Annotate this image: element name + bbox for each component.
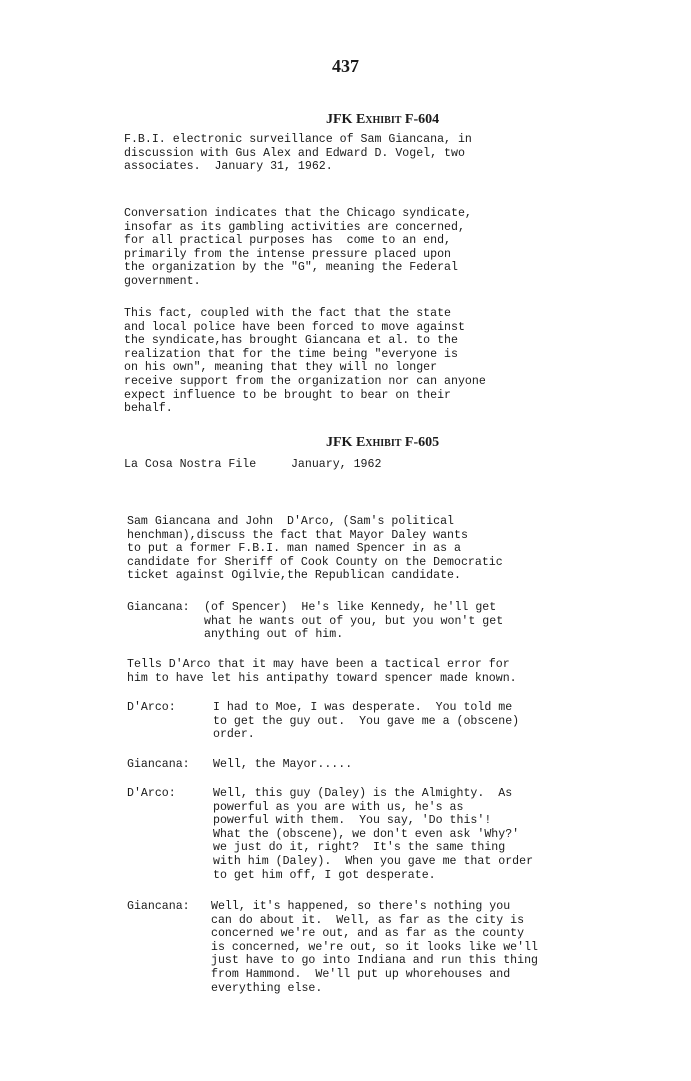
narration-paragraph: Tells D'Arco that it may have been a tactical error for him to have let his antipathy toward spencer made known. xyxy=(127,658,517,685)
exhibit-prefix: JFK xyxy=(326,112,353,127)
speech-text: Well, this guy (Daley) is the Almighty. As powerful as you are with us, he's as powerful with them. You say, 'Do this'! What the (obscene), we don't even ask 'Why?' we just do it, right? It's the same thing with him (Daley). When you gave me that order to get him off, I got desperate. xyxy=(213,787,534,882)
speaker-label: Giancana: xyxy=(127,900,190,913)
speech-text: I had to Moe, I was desperate. You told me to get the guy out. You gave me a (obscene) order. xyxy=(213,701,520,742)
speech-text: (of Spencer) He's like Kennedy, he'll get what he wants out of you, but you won't get anything out of him. xyxy=(204,601,504,642)
paragraph-conversation: Conversation indicates that the Chicago syndicate, insofar as its gambling activities are concerned, for all practical purposes has come to an end, primarily from the intense pressure placed upon the organization by the "G", meaning the Federal government. xyxy=(124,207,472,288)
exhibit-word: Exhibit xyxy=(355,112,402,127)
speaker-label: D'Arco: xyxy=(127,787,176,800)
summary-paragraph: Sam Giancana and John D'Arco, (Sam's political henchman),discuss the fact that Mayor Daley wants to put a former F.B.I. man named Spencer in as a candidate for Sheriff of Cook County on the Democratic ticket against Ogilvie,the Republican candidate. xyxy=(127,515,503,583)
exhibit-prefix: JFK xyxy=(326,435,353,450)
exhibit-word: Exhibit xyxy=(355,435,402,450)
speech-text: Well, it's happened, so there's nothing you can do about it. Well, as far as the city is concerned we're out, and as far as the county is concerned, we're out, so it looks like we'll just have to go into Indiana and run this thing from Hammond. We'll put up whorehouses and everything else. xyxy=(211,900,538,995)
page-number: 437 xyxy=(332,56,359,76)
exhibit-heading-f604 xyxy=(326,112,439,128)
exhibit-number: F-604 xyxy=(404,112,440,127)
exhibit-heading-f605 xyxy=(326,435,439,451)
exhibit-caption: F.B.I. electronic surveillance of Sam Giancana, in discussion with Gus Alex and Edward D. Vogel, two associates. January 31, 1962. xyxy=(124,133,472,174)
exhibit-number: F-605 xyxy=(404,435,440,450)
file-line: La Cosa Nostra File January, 1962 xyxy=(124,458,382,471)
paragraph-fact: This fact, coupled with the fact that the state and local police have been forced to move against the syndicate,has brought Giancana et al. to the realization that for the time being "everyone is on his own", meaning that they will no longer receive support from the organization nor can anyone expect influence to be brought to bear on their behalf. xyxy=(124,307,486,416)
speaker-label: Giancana: xyxy=(127,758,190,771)
speech-text: Well, the Mayor..... xyxy=(213,758,353,771)
speaker-label: D'Arco: xyxy=(127,701,176,714)
speaker-label: Giancana: xyxy=(127,601,190,614)
